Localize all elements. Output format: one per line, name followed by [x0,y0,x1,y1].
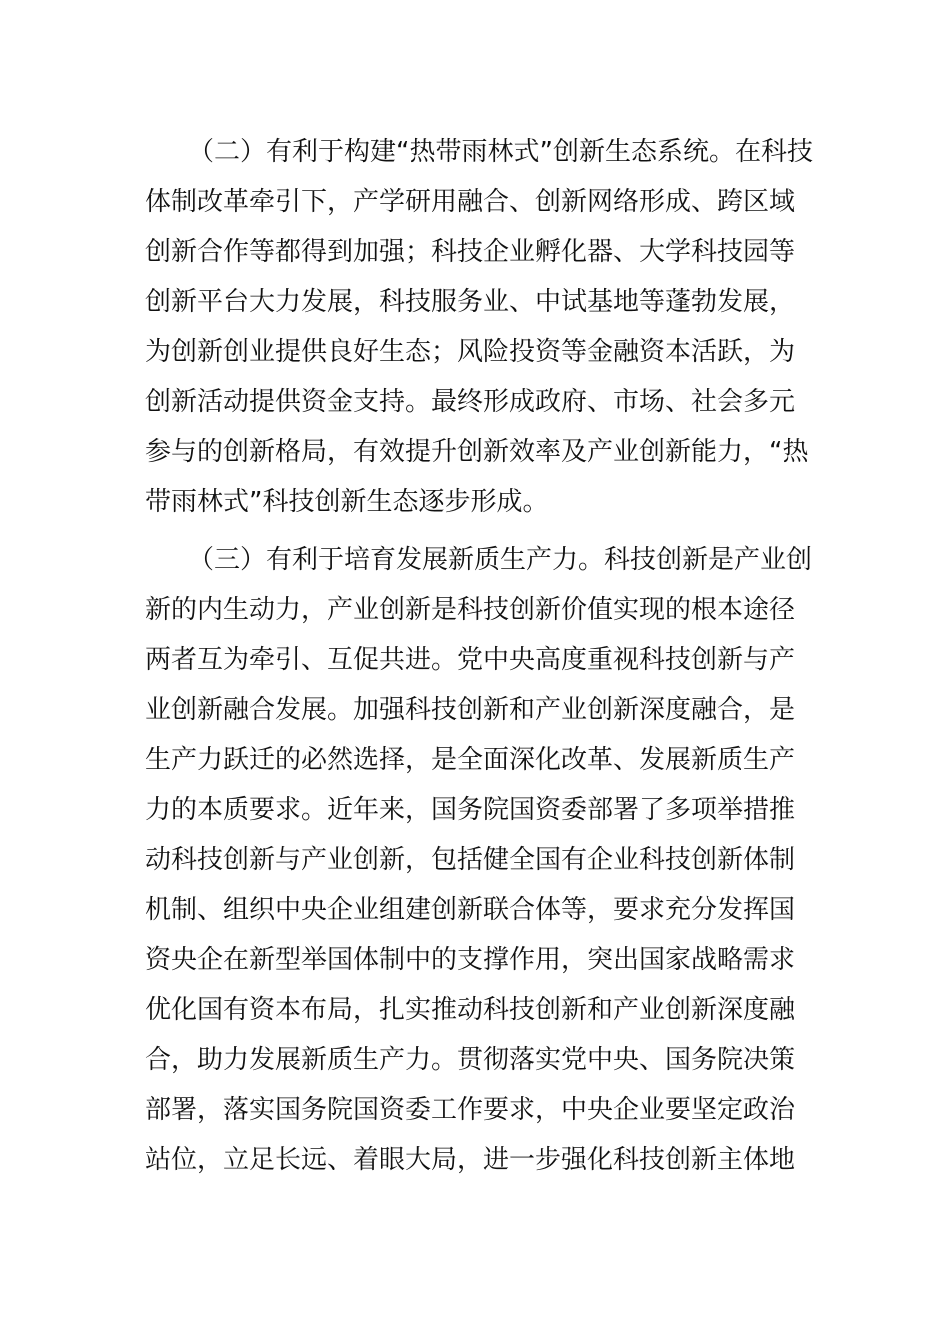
text-line: 合，助力发展新质生产力。贯彻落实党中央、国务院决策 [145,1045,796,1075]
text-line: 部署，落实国务院国资委工作要求，中央企业要坚定政治 [145,1095,796,1125]
text-line: 创新活动提供资金支持。最终形成政府、市场、社会多元 [145,387,796,417]
text-line: 资央企在新型举国体制中的支撑作用，突出国家战略需求 [145,945,796,975]
text-line: 创新平台大力发展，科技服务业、中试基地等蓬勃发展， [145,287,796,317]
text-line: 为创新创业提供良好生态；风险投资等金融资本活跃，为 [145,337,796,367]
text-line: 新的内生动力，产业创新是科技创新价值实现的根本途径 [145,595,796,625]
text-line: 生产力跃迁的必然选择，是全面深化改革、发展新质生产 [145,745,796,775]
text-line: 创新合作等都得到加强；科技企业孵化器、大学科技园等 [145,237,796,267]
text-line: 站位，立足长远、着眼大局，进一步强化科技创新主体地 [145,1145,796,1175]
text-line: 机制、组织中央企业组建创新联合体等，要求充分发挥国 [145,895,796,925]
text-line: 两者互为牵引、互促共进。党中央高度重视科技创新与产 [145,645,796,675]
text-line: 业创新融合发展。加强科技创新和产业创新深度融合，是 [145,695,796,725]
text-line: 力的本质要求。近年来，国务院国资委部署了多项举措推 [145,795,796,825]
text-line: 优化国有资本布局，扎实推动科技创新和产业创新深度融 [145,995,796,1025]
text-line: 参与的创新格局，有效提升创新效率及产业创新能力，“热 [145,437,809,467]
text-line: （二）有利于构建“热带雨林式”创新生态系统。在科技 [188,137,813,167]
text-line: 带雨林式”科技创新生态逐步形成。 [145,487,549,517]
text-line: （三）有利于培育发展新质生产力。科技创新是产业创 [188,545,813,575]
text-line: 动科技创新与产业创新，包括健全国有企业科技创新体制 [145,845,796,875]
text-line: 体制改革牵引下，产学研用融合、创新网络形成、跨区域 [145,187,796,217]
